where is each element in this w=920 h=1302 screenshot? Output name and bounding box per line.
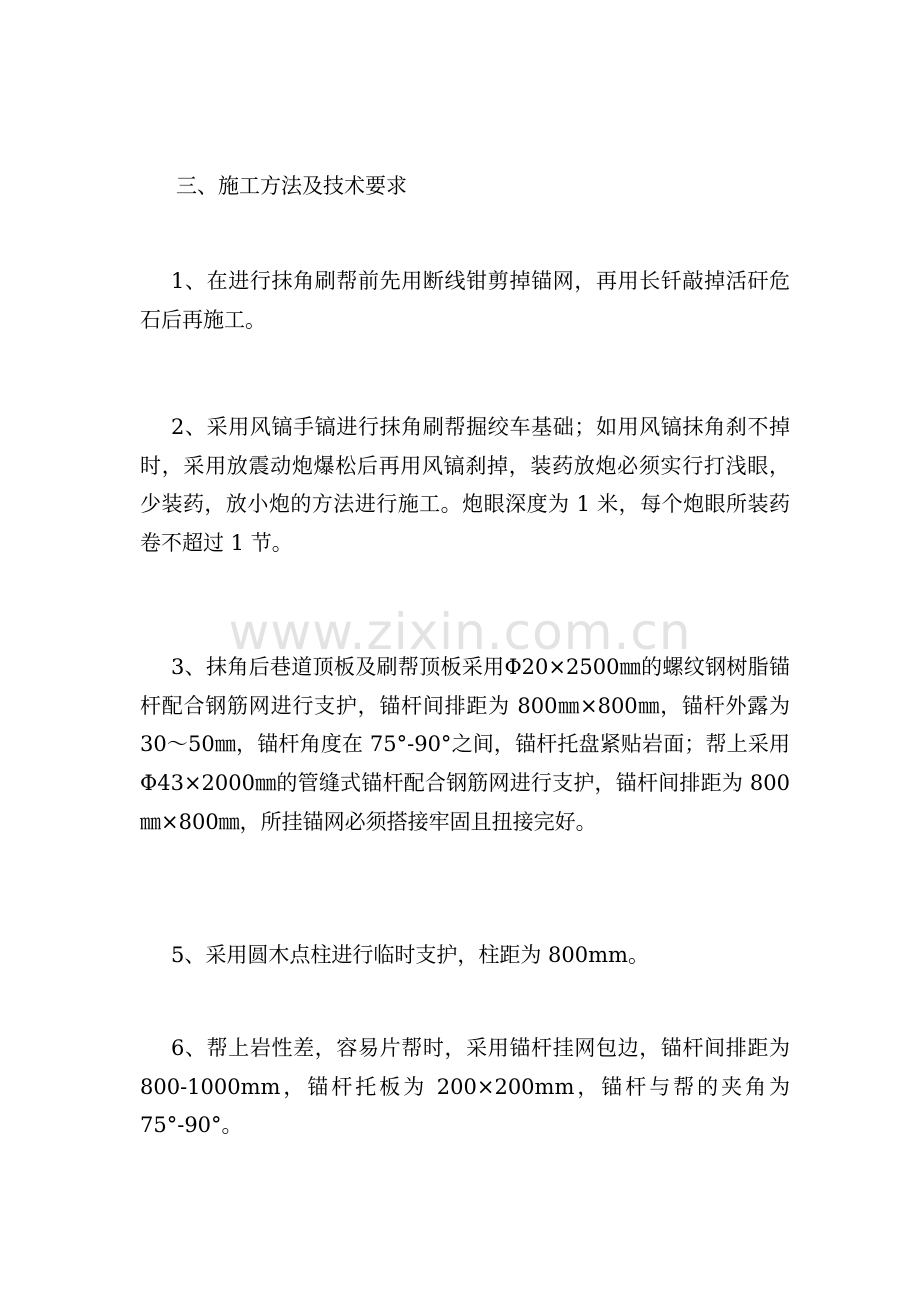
section-heading: 三、施工方法及技术要求: [176, 174, 407, 198]
watermark: www.zixin.com.cn: [228, 603, 692, 661]
paragraph-6: 6、帮上岩性差，容易片帮时，采用锚杆挂网包边，锚杆间排距为 800-1000mm，锚杆托板为 200×200mm，锚杆与帮的夹角为 75°-90°。: [140, 1036, 790, 1138]
paragraph-2: 2、采用风镐手镐进行抹角刷帮掘绞车基础；如用风镐抹角刹不掉时，采用放震动炮爆松后再用风镐刹掉，装药放炮必须实行打浅眼，少装药，放小炮的方法进行施工。炮眼深度为 1 米，每个炮眼所装药卷不超过 1 节。: [140, 415, 790, 556]
paragraph-3: 3、抹角后巷道顶板及刷帮顶板采用Φ20×2500㎜的螺纹钢树脂锚杆配合钢筋网进行支护，锚杆间排距为 800㎜×800㎜，锚杆外露为 30～50㎜，锚杆角度在 75°-90°之间，锚杆托盘紧贴岩面；帮上采用Φ43×2000㎜的管缝式锚杆配合钢筋网进行支护，锚杆间排距为 800㎜×800㎜，所挂锚网必须搭接牢固且扭接完好。: [140, 655, 790, 834]
paragraph-1: 1、在进行抹角刷帮前先用断线钳剪掉锚网，再用长钎敲掉活矸危石后再施工。: [140, 269, 790, 332]
paragraph-5: 5、采用圆木点柱进行临时支护，柱距为 800mm。: [171, 943, 649, 967]
